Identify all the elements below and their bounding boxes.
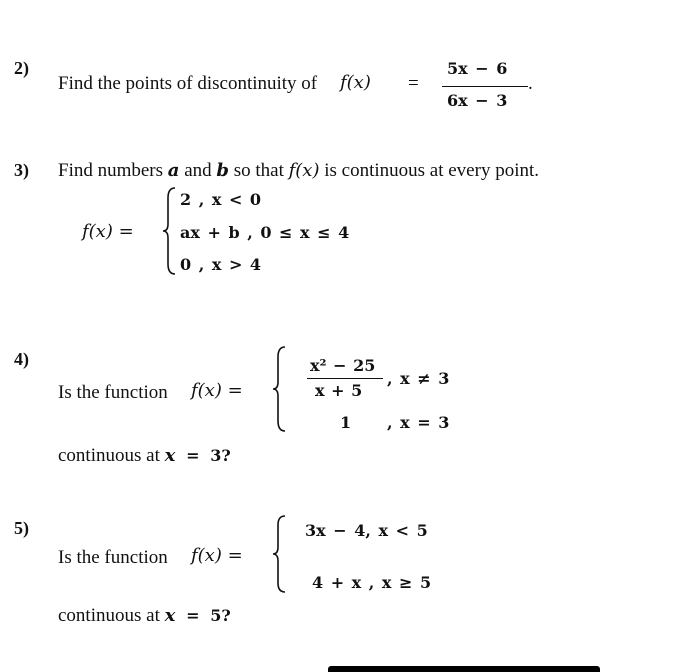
case-condition: , x = 3 bbox=[387, 413, 450, 432]
problem-number: 2) bbox=[14, 58, 29, 78]
problem-prompt: Is the function bbox=[58, 547, 168, 568]
case-condition: , x ≠ 3 bbox=[387, 369, 450, 388]
function-lhs: f(x) = bbox=[191, 545, 243, 566]
problem-number: 4) bbox=[14, 349, 29, 369]
period: . bbox=[528, 73, 533, 94]
home-indicator[interactable] bbox=[328, 666, 600, 672]
fraction-denominator: 6x − 3 bbox=[447, 91, 508, 110]
case-line: 3x − 4, x < 5 bbox=[305, 521, 428, 540]
problem-number: 5) bbox=[14, 518, 29, 538]
case-denominator: x + 5 bbox=[315, 381, 363, 400]
case-line: 4 + x , x ≥ 5 bbox=[312, 573, 432, 592]
problem-prompt: Is the function bbox=[58, 382, 168, 403]
equals-sign: = bbox=[408, 73, 419, 94]
function-name: f(x) bbox=[340, 72, 371, 93]
left-brace bbox=[272, 514, 286, 594]
problem-prompt: Find the points of discontinuity of bbox=[58, 73, 318, 94]
continuity-question: continuous at x = 5? bbox=[58, 605, 231, 626]
fraction-bar bbox=[442, 86, 528, 87]
function-lhs: f(x) = bbox=[191, 380, 243, 401]
function-lhs: f(x) = bbox=[82, 221, 134, 242]
case-line: ax + b , 0 ≤ x ≤ 4 bbox=[180, 223, 350, 242]
left-brace bbox=[162, 186, 176, 276]
case-line: 0 , x > 4 bbox=[180, 255, 262, 274]
case-value: 1 bbox=[340, 413, 352, 432]
problem-prompt: Find numbers a and b so that f(x) is continuous at every point. bbox=[58, 160, 540, 181]
problem-number: 3) bbox=[14, 160, 29, 180]
fraction-numerator: 5x − 6 bbox=[447, 59, 508, 78]
fraction-bar bbox=[307, 378, 383, 379]
case-line: 2 , x < 0 bbox=[180, 190, 262, 209]
case-numerator: x² − 25 bbox=[310, 356, 376, 375]
left-brace bbox=[272, 345, 286, 433]
continuity-question: continuous at x = 3? bbox=[58, 445, 231, 466]
